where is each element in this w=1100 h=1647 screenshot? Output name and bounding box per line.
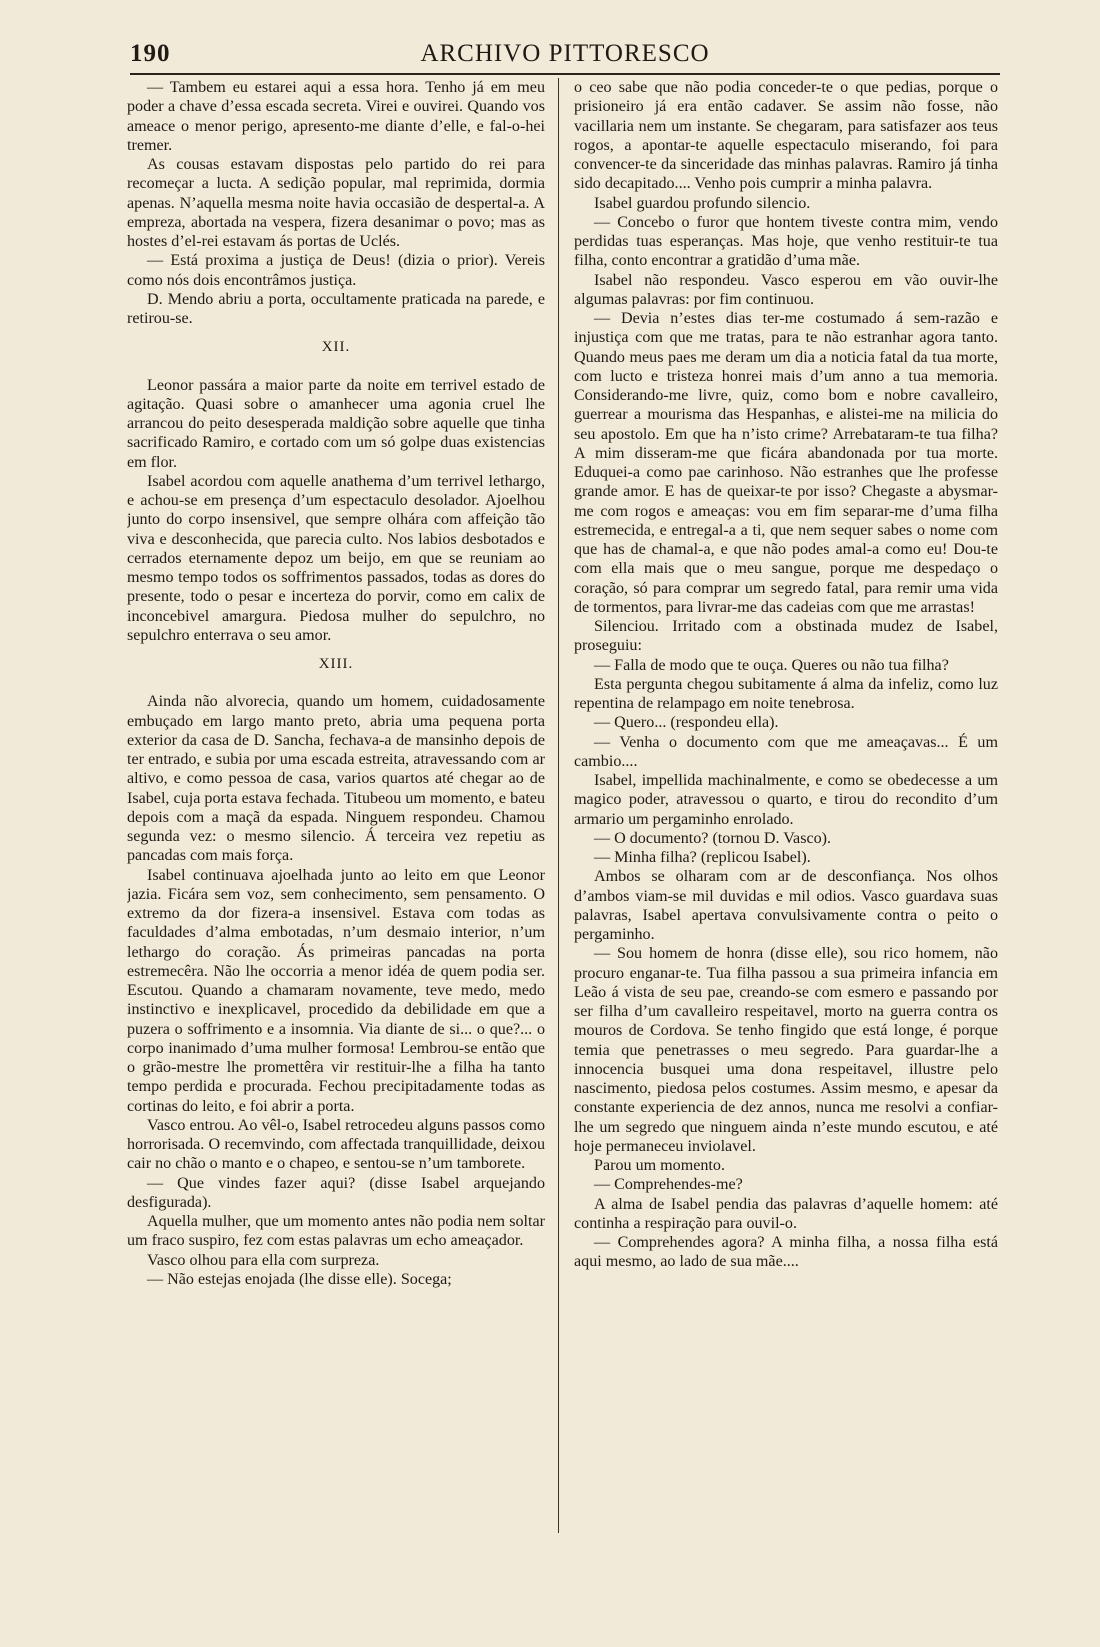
paragraph: — Está proxima a justiça de Deus! (dizia o prior). Vereis como nós dois encontrâmos justiça. bbox=[127, 252, 545, 289]
paragraph: D. Mendo abriu a porta, occultamente praticada na parede, e retirou-se. bbox=[127, 290, 545, 327]
paragraph: A alma de Isabel pendia das palavras d’aquelle homem: até continha a respiração para ouvil-o. bbox=[574, 1195, 998, 1232]
paragraph: — Minha filha? (replicou Isabel). bbox=[594, 849, 811, 866]
paragraph: Vasco olhou para ella com surpreza. bbox=[147, 1251, 380, 1269]
left-column bbox=[127, 78, 545, 1548]
right-column bbox=[574, 78, 998, 1548]
paragraph: — Não estejas enojada (lhe disse elle). Socega; bbox=[147, 1270, 452, 1288]
paragraph: Ambos se olharam com ar de desconfiança. Nos olhos d’ambos viam-se mil duvidas e mil odios. Vasco guardava suas palavras, Isabel apertava convulsivamente contra o peito o pergaminho. bbox=[574, 868, 998, 943]
paragraph: Parou um momento. bbox=[594, 1157, 725, 1174]
paragraph: — Sou homem de honra (disse elle), sou rico homem, não procuro enganar-te. Tua filha passou a sua primeira infancia em Leão á vista de seu pae, creando-se com esmero e passando por ser filha d’um cavalleiro respeitavel, morto na guerra contra os mouros de Cordova. Se tenho fingido que está longe, é porque temia que penetrasses o meu segredo. Para guardar-lhe a innocencia busquei uma dona respeitavel, illustre pelo nascimento, piedosa pelos costumes. Assim mesmo, e apesar da constante experiencia de dez annos, nunca me resolvi a confiar-lhe um segredo que ninguem ainda n’este mundo escutou, e até hoje permaneceu inviolavel. bbox=[574, 945, 998, 1155]
paragraph: — Venha o documento com que me ameaçavas... É um cambio.... bbox=[574, 733, 998, 770]
paragraph: — O documento? (tornou D. Vasco). bbox=[594, 829, 832, 847]
paragraph: Ainda não alvorecia, quando um homem, cuidadosamente embuçado em largo manto preto, abria uma pequena porta exterior da casa de D. Sancha, fechava-a de mansinho depois de ter entrado, e subia por uma escada estreita, atravessando com ar altivo, e como pessoa de casa, varios quartos até chegar ao de Isabel, cuja porta estava fechada. Titubeou um momento, e bateu depois com a maçã da espada. Ninguem respondeu. Chamou segunda vez: o mesmo silencio. Á terceira vez repetiu as pancadas com mais força. bbox=[127, 693, 545, 865]
paragraph: Aquella mulher, que um momento antes não podia nem soltar um fraco suspiro, fez com estas palavras um echo ameaçador. bbox=[127, 1213, 545, 1250]
paragraph: Isabel acordou com aquelle anathema d’um terrivel lethargo, e achou-se em presença d’um espectaculo desolador. Ajoelhou junto do corpo insensivel, que sempre olhára com affeição tão viva e desconhecida, que parecia culto. Nos labios desbotados e cerrados eternamente depoz um beijo, em que se reuniam ao mesmo tempo todos os soffrimentos passados, todas as dores do presente, todo o pesar e incerteza do porvir, como em calix de inconcebivel amargura. Piedosa mulher do sepulchro, no sepulchro enterrava o seu amor. bbox=[127, 472, 545, 644]
section-heading-xii: XII. bbox=[321, 339, 351, 356]
paragraph: Silenciou. Irritado com a obstinada mudez de Isabel, proseguiu: bbox=[574, 618, 998, 655]
paragraph: Esta pergunta chegou subitamente á alma da infeliz, como luz repentina de relampago em noite tenebrosa. bbox=[574, 675, 998, 712]
header-rule bbox=[130, 73, 1000, 75]
page-number: 190 bbox=[130, 40, 171, 67]
paragraph: Isabel não respondeu. Vasco esperou em vão ouvir-lhe algumas palavras: por fim continuou. bbox=[574, 271, 998, 308]
paragraph: — Quero... (respondeu ella). bbox=[594, 714, 779, 732]
paragraph: — Concebo o furor que hontem tiveste contra mim, vendo perdidas tuas esperanças. Mas hoje, que venho restituir-te tua filha, conto encontrar a gratidão d’uma mãe. bbox=[574, 213, 998, 270]
page-header bbox=[130, 40, 1000, 72]
paragraph: Leonor passára a maior parte da noite em terrivel estado de agitação. Quasi sobre o amanhecer uma agonia cruel lhe arrancou do peito desesperada maldição sobre aquelle que tinha sacrificado Ramiro, e cortado com um só golpe duas existencias em flor. bbox=[127, 376, 545, 471]
paragraph: — Comprehendes-me? bbox=[594, 1176, 743, 1194]
paragraph: — Devia n’estes dias ter-me costumado á sem-razão e injustiça com que me tratas, para te não estranhar agora tanto. Quando meus paes me deram um dia a noticia fatal da tua morte, com lucto e tristeza honrei mais d’um anno a tua memoria. Considerando-me livre, quiz, como bom e nobre cavalleiro, guerrear a mourisma das Hespanhas, e alistei-me na milicia do seu apostolo. Em que ha n’isto crime? Arrebataram-te tua filha? A mim disseram-me que ficára abandonada por tua morte. Eduquei-a como pae carinhoso. Não estranhes que lhe professe grande amor. E has de queixar-te por isso? Chegaste a abysmar-me com rogos e ameaças: vou em fim separar-me d’uma filha estremecida, e entregal-a a ti, que nem sequer sabes o nome com que has de chamal-a, e que não podes amal-a como eu! Dou-te com ella mais que o meu sangue, porque me despedaço o coração, só para comprar um segredo fatal, para remir uma vida de tormentos, para livrar-me das cadeias com que me arrastas! bbox=[574, 310, 998, 616]
paragraph: Isabel guardou profundo silencio. bbox=[594, 194, 811, 212]
paragraph: Isabel continuava ajoelhada junto ao leito em que Leonor jazia. Ficára sem voz, sem conhecimento, sem pensamento. O extremo da dor fizera-a insensivel. Estava com todas as faculdades d’alma embotadas, n’um desmaio interior, n’um lethargo do coração. Ás primeiras pancadas na porta estremecêra. Não lhe occorria a menor idéa de quem podia ser. Escutou. Quando a chamaram novamente, teve medo, medo instinctivo e inexplicavel, procedido da debilidade em que a puzera o soffrimento e a insomnia. Via diante de si... o que?... o corpo inanimado d’uma mulher formosa! Lembrou-se então que o grão-mestre lhe promettêra vir restituir-lhe a filha ha tanto tempo perdida e procurada. Fechou precipitadamente todas as cortinas do leito, e foi abrir a porta. bbox=[127, 866, 545, 1115]
paragraph: — Comprehendes agora? A minha filha, a nossa filha está aqui mesmo, ao lado de sua mãe.... bbox=[574, 1234, 998, 1271]
paragraph: — Tambem eu estarei aqui a essa hora. Tenho já em meu poder a chave d’essa escada secreta. Virei e ouvirei. Quando vos ameace o menor perigo, apresento-me diante d’elle, e fal-o-hei tremer. bbox=[127, 79, 545, 154]
paragraph: As cousas estavam dispostas pelo partido do rei para recomeçar a lucta. A sedição popular, mal reprimida, dormia apenas. N’aquella mesma noite havia occasião de despertal-a. A empreza, abortada na vespera, fizera desanimar o povo; mas as hostes d’el-rei estavam ás portas de Uclés. bbox=[127, 156, 545, 250]
paragraph: Isabel, impellida machinalmente, e como se obedecesse a um magico poder, atravessou o quarto, e tirou do recondito d’um armario um pergaminho enrolado. bbox=[574, 772, 998, 828]
paragraph: — Que vindes fazer aqui? (disse Isabel arquejando desfigurada). bbox=[127, 1174, 545, 1211]
paragraph: Vasco entrou. Ao vêl-o, Isabel retrocedeu alguns passos como horrorisada. O recemvindo, com affectada tranquillidade, deixou cair no chão o manto e o chapeo, e sentou-se n’um tamborete. bbox=[127, 1116, 545, 1173]
journal-title: ARCHIVO PITTORESCO bbox=[420, 40, 710, 67]
section-heading-xiii: XIII. bbox=[318, 656, 354, 672]
paragraph: — Falla de modo que te ouça. Queres ou não tua filha? bbox=[594, 656, 949, 674]
column-divider bbox=[558, 78, 559, 1533]
paragraph-continuation: o ceo sabe que não podia conceder-te o que pedias, porque o prisioneiro já era então cadaver. Se assim não fosse, não vacillaria nem um instante. Se chegaram, para satisfazer aos teus rogos, a apontar-te aquelle espectaculo miserando, foi para convencer-te da sinceridade das minhas palavras. Ramiro já tinha sido decapitado.... Venho pois cumprir a minha palavra. bbox=[574, 79, 998, 193]
